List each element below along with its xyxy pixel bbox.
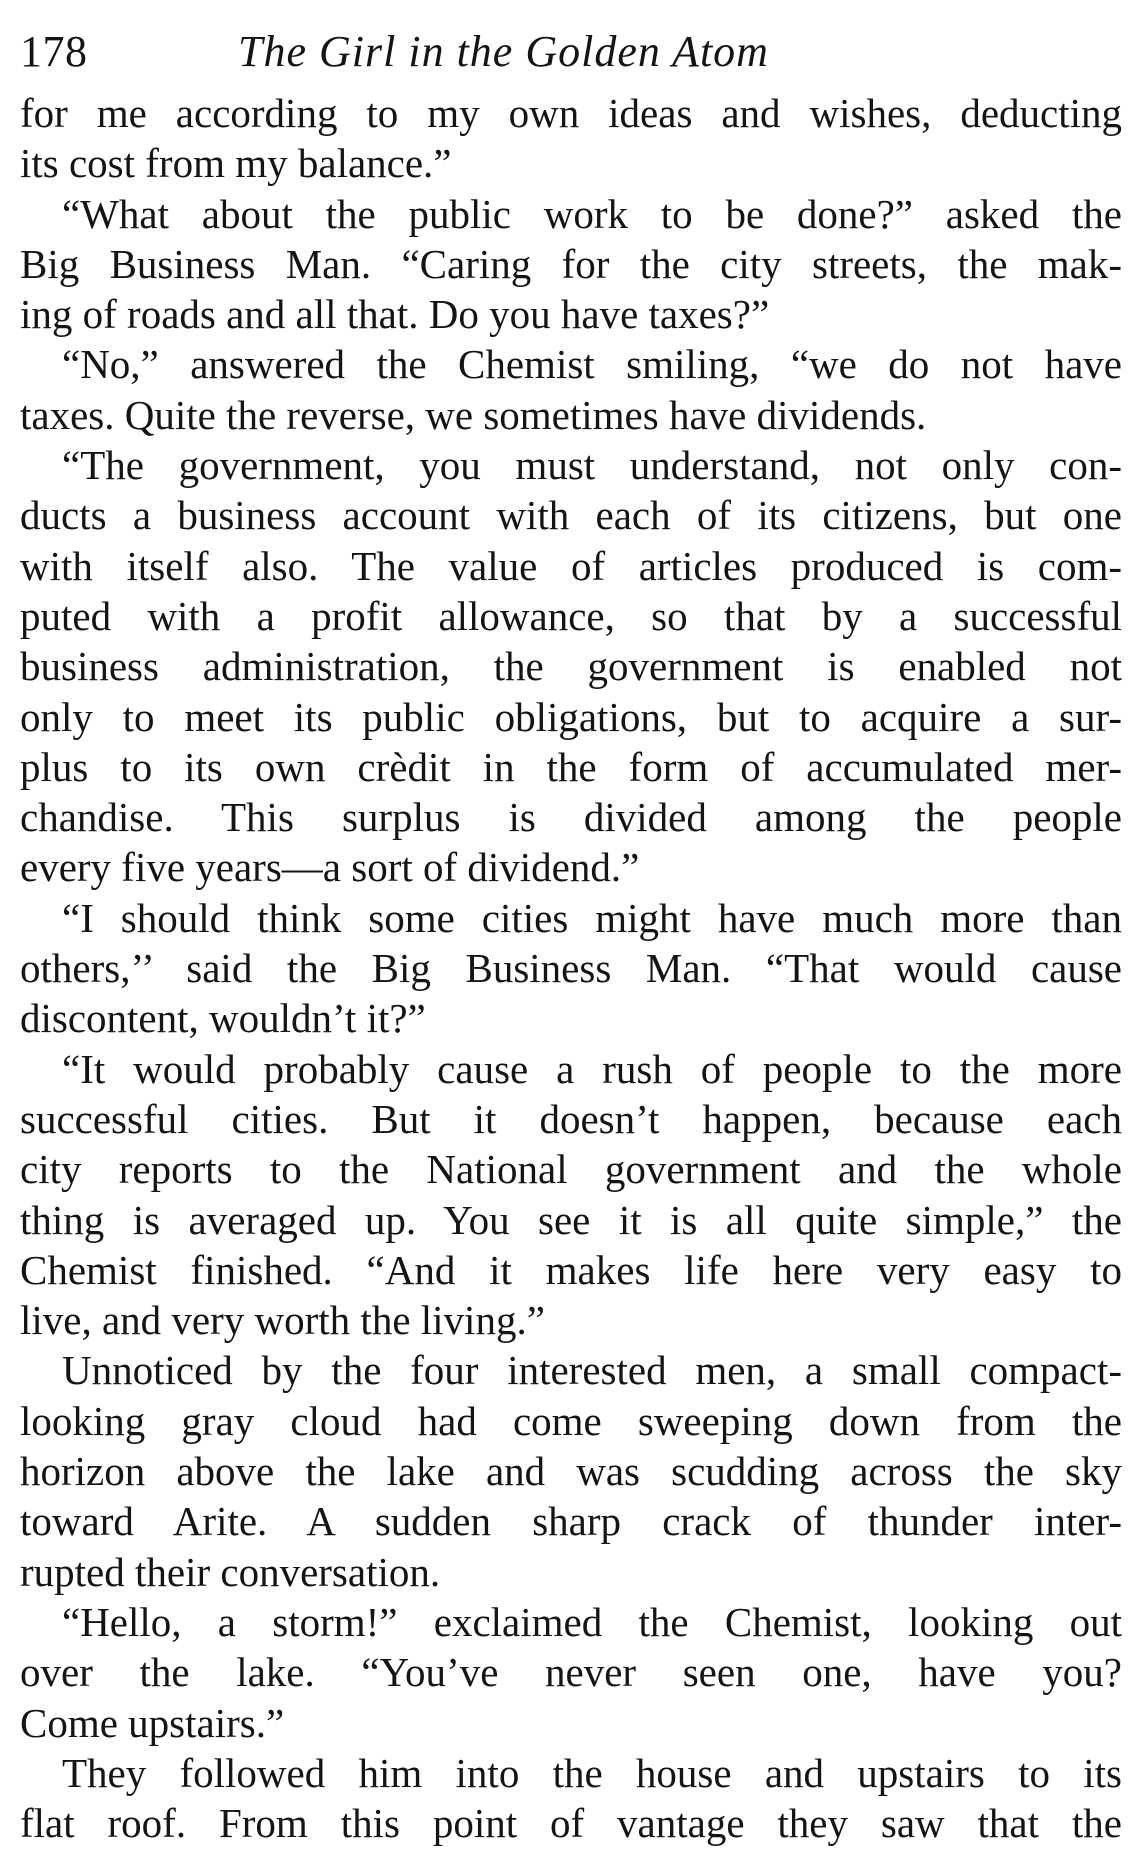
text-line: “Hello, a storm!” exclaimed the Chemist, looking out <box>62 1598 1122 1645</box>
text-line: business administration, the government is enabled not <box>20 643 1122 690</box>
text-line: toward Arite. A sudden sharp crack of thunder inter- <box>20 1498 1122 1545</box>
text-line: puted with a profit allowance, so that by a successful <box>20 592 1122 639</box>
body-text <box>20 88 1122 1848</box>
text-line: city reports to the National government and the whole <box>20 1146 1122 1193</box>
text-line: thing is averaged up. You see it is all quite simple,” the <box>20 1196 1122 1243</box>
text-line: “No,” answered the Chemist smiling, “we do not have <box>62 341 1122 388</box>
running-head <box>20 16 1122 88</box>
text-line: its cost from my balance.” <box>20 140 452 187</box>
text-line: Unnoticed by the four interested men, a small compact- <box>62 1347 1122 1394</box>
text-line: rupted their conversation. <box>20 1548 441 1595</box>
text-line: with itself also. The value of articles produced is com- <box>20 542 1122 589</box>
text-line: “The government, you must understand, not only con- <box>62 442 1122 489</box>
text-line: plus to its own crèdit in the form of accumulated mer- <box>20 743 1122 790</box>
text-line: horizon above the lake and was scudding across the sky <box>20 1448 1122 1495</box>
text-line: ing of roads and all that. Do you have taxes?” <box>20 291 770 338</box>
text-line: “What about the public work to be done?” asked the <box>62 190 1122 237</box>
text-line: only to meet its public obligations, but to acquire a sur- <box>20 693 1122 740</box>
text-line: for me according to my own ideas and wishes, deducting <box>20 90 1122 136</box>
text-line: successful cities. But it doesn’t happen, because each <box>20 1095 1122 1142</box>
text-line: over the lake. “You’ve never seen one, have you? <box>20 1649 1122 1696</box>
text-line: every five years—a sort of dividend.” <box>20 844 640 891</box>
text-line: discontent, wouldn’t it?” <box>20 995 426 1042</box>
text-line: “It would probably cause a rush of people to the more <box>62 1045 1122 1092</box>
text-line: “I should think some cities might have much more than <box>62 894 1122 941</box>
text-line: live, and very worth the living.” <box>20 1297 545 1344</box>
text-line: ducts a business account with each of its citizens, but one <box>20 492 1122 539</box>
text-line: They followed him into the house and upstairs to its <box>62 1749 1122 1796</box>
text-line: looking gray cloud had come sweeping down from the <box>20 1397 1122 1444</box>
text-line: Big Business Man. “Caring for the city streets, the mak- <box>20 240 1122 287</box>
book-title: The Girl in the Golden Atom <box>238 27 769 76</box>
text-line: Come upstairs.” <box>20 1699 285 1746</box>
text-line: taxes. Quite the reverse, we sometimes have dividends. <box>20 391 927 438</box>
text-line: chandise. This surplus is divided among the people <box>20 794 1122 841</box>
text-line: others,’’ said the Big Business Man. “That would cause <box>20 945 1122 992</box>
text-line: Chemist finished. “And it makes life here very easy to <box>20 1246 1122 1293</box>
page-number: 178 <box>20 27 88 76</box>
text-line: flat roof. From this point of vantage they saw that the <box>20 1800 1122 1847</box>
